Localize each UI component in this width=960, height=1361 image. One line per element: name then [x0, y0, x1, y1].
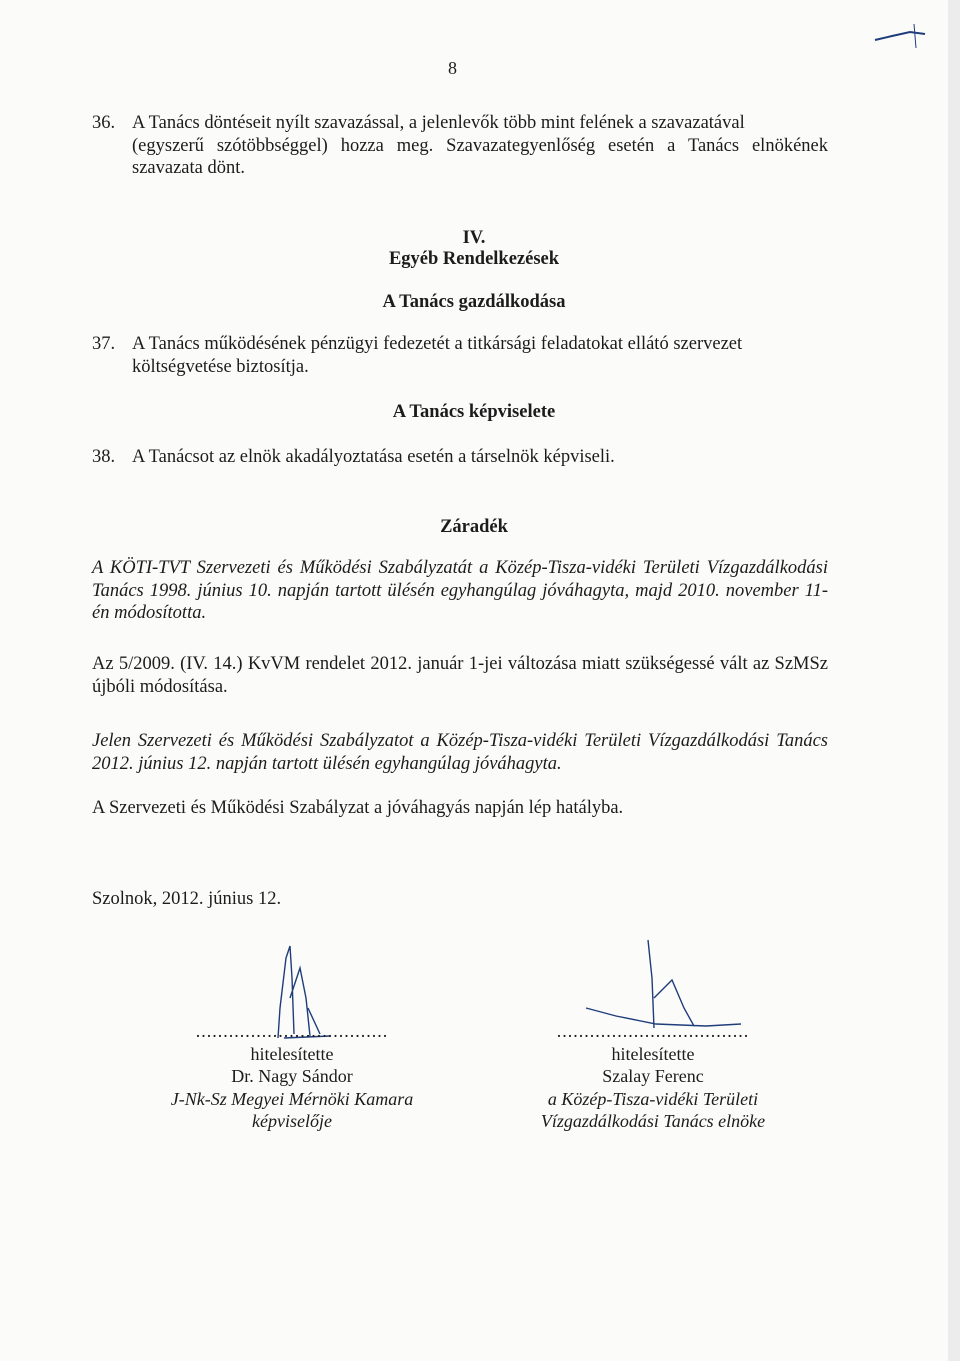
item-number: 38.: [92, 447, 116, 467]
subtitle-representation: A Tanács képviselete: [392, 402, 556, 422]
subtitle-budget: A Tanács gazdálkodása: [382, 292, 566, 312]
signatory-organization: a Közép-Tisza-vidéki Területi: [547, 1088, 759, 1109]
closing-title: Záradék: [440, 517, 508, 537]
closing-paragraph-2: Az 5/2009. (IV. 14.) KvVM rendelet 2012. január 1-jei változása miatt szükségessé vált az SzMSz újbóli módosítása.: [92, 654, 828, 697]
item-text: A Tanács működésének pénzügyi fedezetét a titkársági feladatokat ellátó szervezet: [132, 334, 743, 354]
signature-line: ...................................: [556, 1021, 750, 1041]
item-number: 36.: [92, 113, 116, 133]
signature-line: ...................................: [195, 1021, 389, 1041]
signatory-role: hitelesítette: [611, 1043, 695, 1064]
section-number: IV.: [462, 228, 486, 248]
corner-mark: [870, 18, 930, 58]
item-37: [92, 333, 828, 378]
item-36: [92, 112, 828, 180]
signatory-left: [152, 1020, 432, 1133]
signatory-right: [518, 1020, 788, 1133]
place-date: Szolnok, 2012. június 12.: [92, 889, 282, 909]
item-text: A Tanácsot az elnök akadályoztatása esetén a társelnök képviseli.: [132, 447, 615, 467]
closing-paragraph-3: Jelen Szervezeti és Működési Szabályzatot a Közép-Tisza-vidéki Területi Vízgazdálkodási Tanács 2012. június 12. napján tartott ülésén egyhangúlag jóváhagyta.: [92, 731, 828, 774]
item-text: A Tanács döntéseit nyílt szavazással, a jelenlevők több mint felének a szavazatával: [132, 113, 745, 133]
signatory-title: képviselője: [252, 1111, 332, 1131]
item-text-continued: költségvetése biztosítja.: [132, 356, 309, 377]
signatory-name: Dr. Nagy Sándor: [231, 1066, 353, 1086]
page-number: 8: [448, 58, 457, 78]
section-title: Egyéb Rendelkezések: [388, 249, 560, 269]
item-text-continued: (egyszerű szótöbbséggel) hozza meg. Szavazategyenlőség esetén a Tanács elnökének szavazata dönt.: [132, 135, 828, 178]
item-number: 37.: [92, 334, 116, 354]
page-edge: [948, 0, 960, 1361]
signatory-organization: J-Nk-Sz Megyei Mérnöki Kamara: [170, 1088, 414, 1109]
signatory-name: Szalay Ferenc: [602, 1066, 704, 1086]
closing-paragraph-4: A Szervezeti és Működési Szabályzat a jóváhagyás napján lép hatályba.: [92, 798, 624, 818]
closing-paragraph-1: A KÖTI-TVT Szervezeti és Működési Szabályzatát a Közép-Tisza-vidéki Területi Vízgazdálkodási Tanács 1998. június 10. napján tartott ülésén egyhangúlag jóváhagyta, majd 2010. november 11-én módosította.: [92, 558, 828, 623]
signatory-role: hitelesítette: [250, 1043, 334, 1064]
item-38: [92, 446, 828, 469]
signatory-title: Vízgazdálkodási Tanács elnöke: [540, 1111, 766, 1131]
